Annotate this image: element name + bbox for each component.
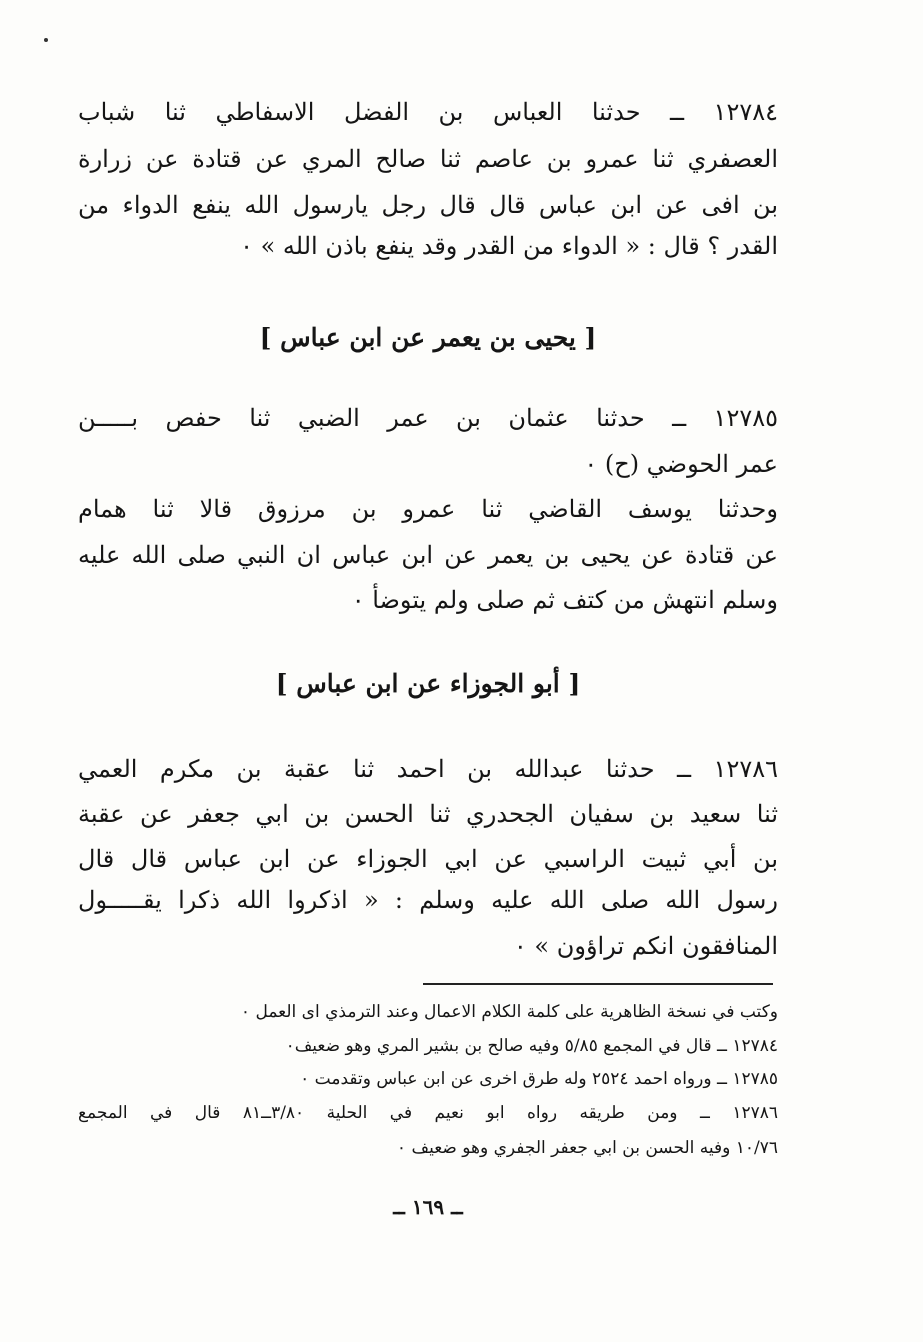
hadith-12786-line-2: ثنا سعيد بن سفيان الجحدري ثنا الحسن بن ابي جعفر عن عقبة bbox=[78, 800, 778, 828]
hadith-12786-line-3: بن أبي ثبيت الراسبي عن ابي الجوزاء عن ابن عباس قال قال bbox=[78, 845, 778, 873]
page-number: ــ ١٦٩ ــ bbox=[393, 1195, 463, 1219]
hadith-12785-line-1: ١٢٧٨٥ ــ حدثنا عثمان بن عمر الضبي ثنا حفص بـــــن bbox=[78, 404, 778, 432]
section-heading-yahya: [ يحيى بن يعمر عن ابن عباس ] bbox=[259, 323, 597, 352]
hadith-12786-line-5: المنافقون انكم تراؤون » ٠ bbox=[513, 932, 778, 960]
hadith-12784-line-3: بن افى عن ابن عباس قال قال رجل يارسول الله ينفع الدواء من bbox=[78, 191, 778, 219]
hadith-12786-line-4: رسول الله صلى الله عليه وسلم : « اذكروا الله ذكرا يقـــــول bbox=[78, 886, 778, 914]
scan-speck bbox=[44, 38, 48, 42]
footnote-separator bbox=[423, 983, 773, 985]
hadith-12785-line-4: عن قتادة عن يحيى بن يعمر عن ابن عباس ان النبي صلى الله عليه bbox=[78, 541, 778, 569]
footnote-line-4: ١٢٧٨٦ ــ ومن طريقه رواه ابو نعيم في الحلية ٣/٨٠ــ٨١ قال في المجمع bbox=[78, 1103, 778, 1123]
footnote-line-1: وكتب في نسخة الظاهرية على كلمة الكلام الاعمال وعند الترمذي اى العمل ٠ bbox=[240, 1002, 778, 1022]
hadith-12785-line-3: وحدثنا يوسف القاضي ثنا عمرو بن مرزوق قالا ثنا همام bbox=[78, 495, 778, 523]
hadith-12785-line-5: وسلم انتهش من كتف ثم صلى ولم يتوضأ ٠ bbox=[351, 586, 778, 614]
footnote-line-2: ١٢٧٨٤ ــ قال في المجمع ٥/٨٥ وفيه صالح بن بشير المري وهو ضعيف٠ bbox=[285, 1036, 778, 1056]
hadith-12784-line-4: القدر ؟ قال : « الدواء من القدر وقد ينفع باذن الله » ٠ bbox=[240, 232, 778, 260]
hadith-12786-line-1: ١٢٧٨٦ ــ حدثنا عبدالله بن احمد ثنا عقبة بن مكرم العمي bbox=[78, 755, 778, 783]
section-heading-abu-jawza: [ أبو الجوزاء عن ابن عباس ] bbox=[275, 669, 581, 698]
footnote-line-3: ١٢٧٨٥ ــ ورواه احمد ٢٥٢٤ وله طرق اخرى عن ابن عباس وتقدمت ٠ bbox=[300, 1069, 778, 1089]
hadith-12784-line-2: العصفري ثنا عمرو بن عاصم ثنا صالح المري عن قتادة عن زرارة bbox=[78, 145, 778, 173]
footnote-line-5: ١٠/٧٦ وفيه الحسن بن ابي جعفر الجفري وهو ضعيف ٠ bbox=[396, 1138, 778, 1158]
hadith-12785-line-2: عمر الحوضي (ح) ٠ bbox=[584, 450, 778, 478]
hadith-12784-line-1: ١٢٧٨٤ ــ حدثنا العباس بن الفضل الاسفاطي ثنا شباب bbox=[78, 98, 778, 126]
